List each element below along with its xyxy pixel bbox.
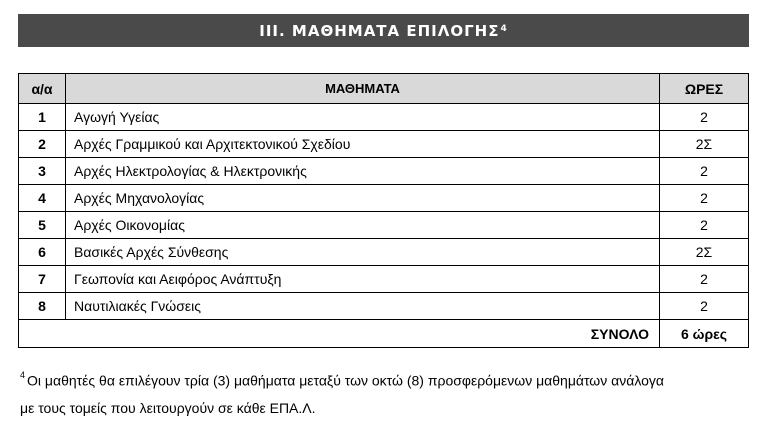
footnote-text-2: με τους τομείς που λειτουργούν σε κάθε ΕΠΑ.Λ. [20,399,316,416]
row-num: 7 [19,266,66,293]
row-subject: Γεωπονία και Αειφόρος Ανάπτυξη [66,266,660,293]
footnote-line-1 [20,364,755,395]
table-row [19,131,749,158]
row-subject: Αρχές Μηχανολογίας [66,185,660,212]
total-value: 6 ώρες [660,320,749,348]
table-row [19,293,749,320]
footnote [20,364,755,422]
courses-table [18,73,749,348]
section-banner [18,14,749,47]
row-subject: Αρχές Γραμμικού και Αρχιτεκτονικού Σχεδίου [66,131,660,158]
row-subject: Αρχές Ηλεκτρολογίας & Ηλεκτρονικής [66,158,660,185]
header-subject: ΜΑΘΗΜΑΤΑ [66,74,660,104]
row-num: 2 [19,131,66,158]
footnote-text-1: Οι μαθητές θα επιλέγουν τρία (3) μαθήματα μεταξύ των οκτώ (8) προσφερόμενων μαθημάτων ανάλογα [27,372,664,389]
table-row [19,266,749,293]
row-hours: 2Σ [660,239,749,266]
banner-footnote-mark: 4 [500,23,508,34]
row-hours: 2 [660,266,749,293]
table-row [19,104,749,131]
row-subject: Αγωγή Υγείας [66,104,660,131]
total-blank-cell [19,320,66,348]
footnote-mark: 4 [20,370,26,380]
row-num: 4 [19,185,66,212]
row-num: 1 [19,104,66,131]
table-row [19,239,749,266]
row-num: 8 [19,293,66,320]
row-hours: 2 [660,293,749,320]
row-subject: Ναυτιλιακές Γνώσεις [66,293,660,320]
section-title: III. ΜΑΘΗΜΑΤΑ ΕΠΙΛΟΓΗΣ [259,21,500,40]
table-header-row [19,74,749,104]
total-label: ΣΥΝΟΛΟ [66,320,660,348]
row-subject: Βασικές Αρχές Σύνθεσης [66,239,660,266]
header-hours: ΩΡΕΣ [660,74,749,104]
row-hours: 2 [660,212,749,239]
row-subject: Αρχές Οικονομίας [66,212,660,239]
header-num: α/α [19,74,66,104]
total-row [19,320,749,348]
row-hours: 2Σ [660,131,749,158]
row-num: 6 [19,239,66,266]
row-num: 5 [19,212,66,239]
row-num: 3 [19,158,66,185]
table-row [19,212,749,239]
table-row [19,158,749,185]
row-hours: 2 [660,185,749,212]
row-hours: 2 [660,104,749,131]
table-row [19,185,749,212]
row-hours: 2 [660,158,749,185]
